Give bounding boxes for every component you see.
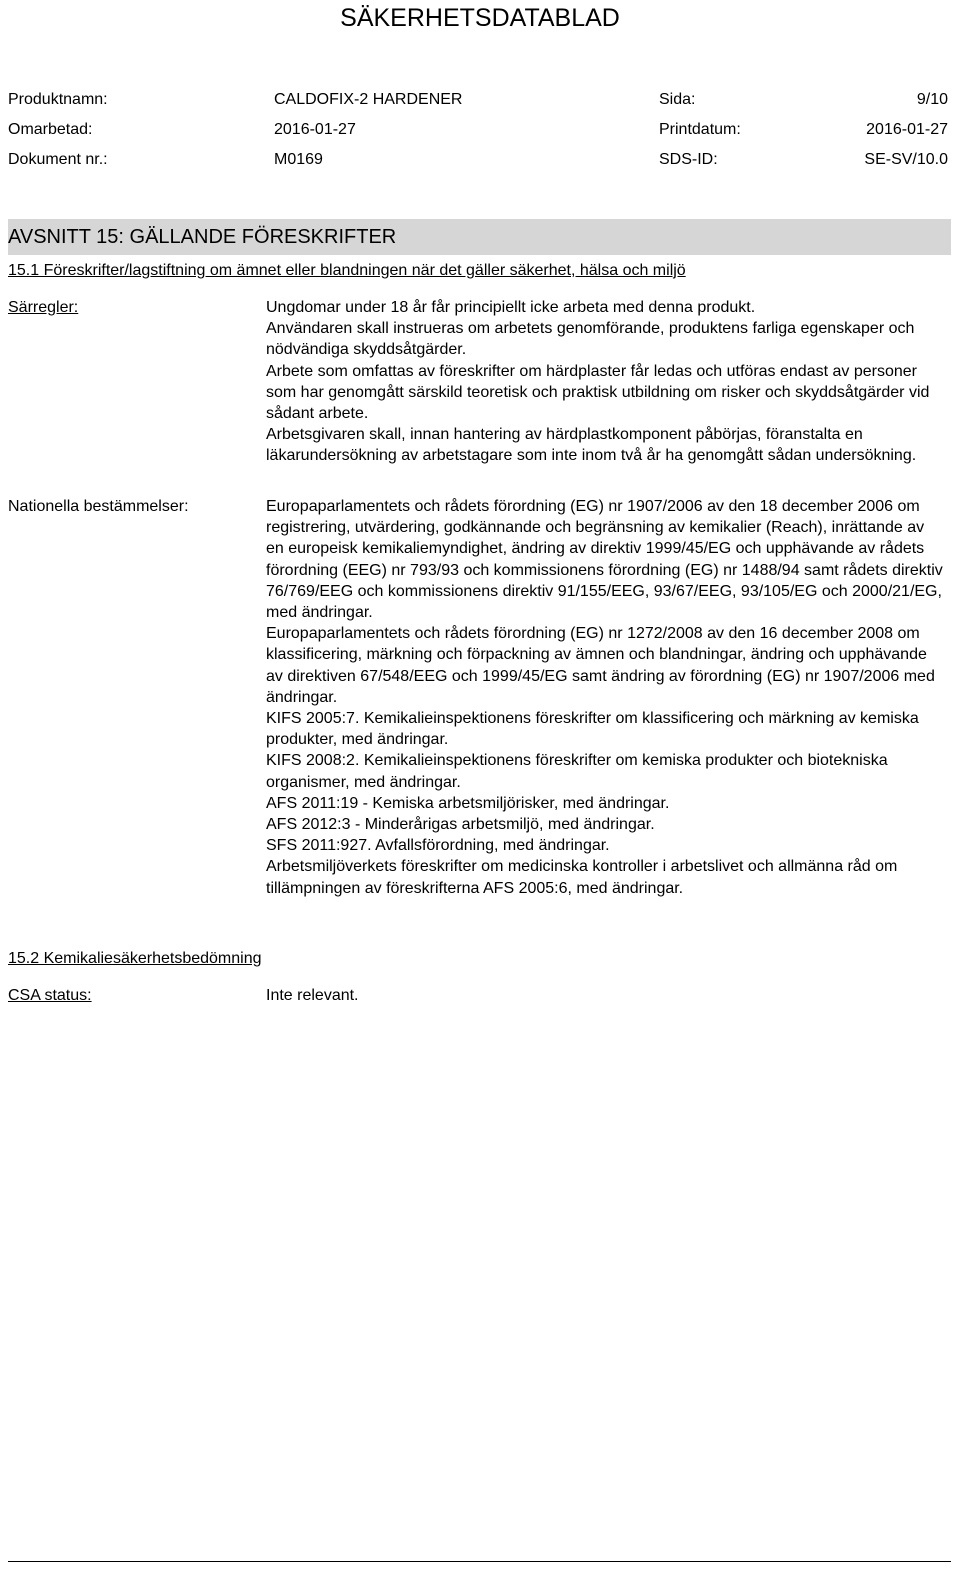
national-regulations-label: Nationella bestämmelser: <box>8 498 189 515</box>
footer-divider <box>8 1561 951 1562</box>
product-name-label: Produktnamn: <box>8 91 108 108</box>
special-rule-paragraph: Arbete som omfattas av föreskrifter om härdplaster får ledas och utföras endast av personer som har genomgått särskild teoretisk och praktisk utbildning om risker och skyddsåtgärder vid sådant arbete. <box>266 362 930 423</box>
regulation-paragraph: AFS 2012:3 - Minderårigas arbetsmiljö, med ändringar. <box>266 816 655 834</box>
regulation-paragraph: Europaparlamentets och rådets förordning (EG) nr 1272/2008 av den 16 december 2008 om klassificering, märkning och förpackning av ämnen och blandningar, ändring och upphävande av direktiven 67/548/EEG och 1999/45/EG samt ändring av förordning (EG) nr 1907/2006 med ändringar. <box>266 625 935 706</box>
revised-label: Omarbetad: <box>8 121 93 138</box>
special-rule-paragraph: Användaren skall instrueras om arbetets genomförande, produktens farliga egenskaper och nödvändiga skyddsåtgärder. <box>266 320 915 359</box>
product-name-value: CALDOFIX-2 HARDENER <box>274 91 463 108</box>
document-number: M0169 <box>274 151 323 168</box>
regulation-paragraph: AFS 2011:19 - Kemiska arbetsmiljörisker, med ändringar. <box>266 794 670 812</box>
csa-status-label: CSA status: <box>8 987 92 1004</box>
special-rules-text <box>266 297 946 467</box>
document-number-label: Dokument nr.: <box>8 151 108 168</box>
subsection-heading-15-2: 15.2 Kemikaliesäkerhetsbedömning <box>8 950 262 967</box>
subsection-heading-15-1: 15.1 Föreskrifter/lagstiftning om ämnet eller blandningen när det gäller säkerhet, hälsa och miljö <box>8 262 686 279</box>
special-rule-paragraph: Ungdomar under 18 år får principiellt icke arbeta med denna produkt. <box>266 299 756 316</box>
document-title: SÄKERHETSDATABLAD <box>340 4 620 32</box>
csa-status-value: Inte relevant. <box>266 987 359 1004</box>
print-date: 2016-01-27 <box>866 121 948 138</box>
special-rule-paragraph: Arbetsgivaren skall, innan hantering av härdplastkomponent påbörjas, föranstalta en läkarundersökning av arbetstagare som inte inom två år ha genomgått sådan undersökning. <box>266 426 917 465</box>
revised-date: 2016-01-27 <box>274 121 356 138</box>
page-label: Sida: <box>659 91 696 108</box>
regulation-paragraph: Europaparlamentets och rådets förordning (EG) nr 1907/2006 av den 18 december 2006 om registrering, utvärdering, godkännande och begränsning av kemikalier (Reach), inrättande av en europeisk kemikaliemyndighet, ändring av direktiv 1999/45/EG och upphävande av rådets förordning (EEG) nr 793/93 och kommissionens förordning (EG) nr 1488/94 samt rådets direktiv 76/769/EEG och kommissionens direktiv 91/155/EEG, 93/67/EEG, 93/105/EG och 2000/21/EG, med ändringar. <box>266 498 943 622</box>
regulation-paragraph: SFS 2011:927. Avfallsförordning, med ändringar. <box>266 837 610 855</box>
section-title: AVSNITT 15: GÄLLANDE FÖRESKRIFTER <box>8 226 397 248</box>
print-date-label: Printdatum: <box>659 121 741 138</box>
regulation-paragraph: Arbetsmiljöverkets föreskrifter om medicinska kontroller i arbetslivet och allmänna råd om tillämpningen av föreskrifterna AFS 2005:6, med ändringar. <box>266 858 898 897</box>
national-regulations-text <box>266 496 946 899</box>
sds-id: SE-SV/10.0 <box>864 151 948 168</box>
sds-id-label: SDS-ID: <box>659 151 718 168</box>
special-rules-label: Särregler: <box>8 299 79 316</box>
page-number: 9/10 <box>916 91 948 108</box>
regulation-paragraph: KIFS 2008:2. Kemikalieinspektionens föreskrifter om kemiska produkter och biotekniska organismer, med ändringar. <box>266 752 888 791</box>
regulation-paragraph: KIFS 2005:7. Kemikalieinspektionens föreskrifter om klassificering och märkning av kemiska produkter, med ändringar. <box>266 710 919 749</box>
